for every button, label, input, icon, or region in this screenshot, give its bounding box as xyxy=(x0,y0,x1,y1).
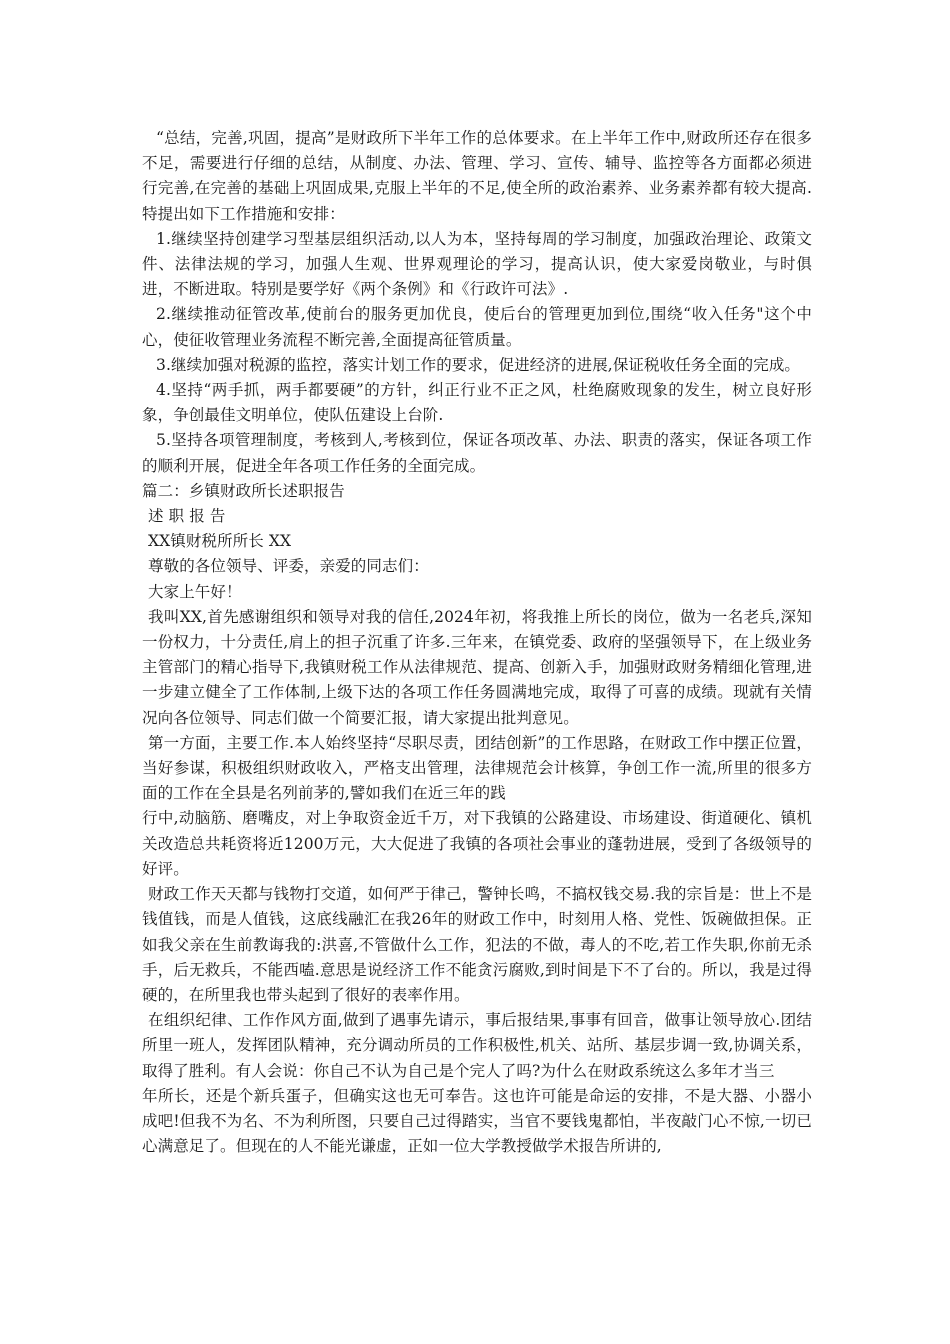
body-paragraph: “总结，完善,巩固，提高”是财政所下半年工作的总体要求。在上半年工作中,财政所还存在很多不足，需要进行仔细的总结，从制度、办法、管理、学习、宣传、辅导、监控等各方面都必须进行完善,在完善的基础上巩固成果,克服上半年的不足,使全所的政治素养、业务素养都有较大提高.特提出如下工作措施和安排： xyxy=(142,129,812,223)
body-paragraph: 第一方面，主要工作.本人始终坚持“尽职尽责，团结创新”的工作思路，在财政工作中摆正位置，当好参谋，积极组织财政收入，严格支出管理，法律规范会计核算，争创工作一流,所里的很多方面的工作在全县是名列前茅的,譬如我们在近三年的践 xyxy=(142,733,812,803)
body-paragraph: 5.坚持各项管理制度，考核到人,考核到位，保证各项改革、办法、职责的落实，保证各项工作的顺利开展，促进全年各项工作任务的全面完成。 xyxy=(142,431,812,475)
body-paragraph: 行中,动脑筋、磨嘴皮，对上争取资金近千万，对下我镇的公路建设、市场建设、街道硬化、镇机关改造总共耗资将近1200万元，大大促进了我镇的各项社会事业的蓬勃进展，受到了各级领导的好评。 xyxy=(142,809,812,878)
greeting: 大家上午好！ xyxy=(148,582,242,601)
body-paragraph: 3.继续加强对税源的监控，落实计划工作的要求，促进经济的进展,保证税收任务全面的完成。 xyxy=(156,355,801,374)
document-body xyxy=(142,126,812,1159)
body-paragraph: 1.继续坚持创建学习型基层组织活动,以人为本，坚持每周的学习制度，加强政治理论、政策文件、法律法规的学习，加强人生观、世界观理论的学习，提高认识，使大家爱岗敬业，与时俱进，不断进取。特别是要学好《两个条例》和《行政许可法》. xyxy=(142,229,812,299)
body-paragraph: 我叫XX,首先感谢组织和领导对我的信任,2024年初，将我推上所长的岗位，做为一名老兵,深知一份权力，十分责任,肩上的担子沉重了许多.三年来，在镇党委、政府的坚强领导下，在上级业务主管部门的精心指导下,我镇财税工作从法律规范、提高、创新入手，加强财政财务精细化管理,进一步建立健全了工作体制,上级下达的各项工作任务圆满地完成，取得了可喜的成绩。现就有关情况向各位领导、同志们做一个简要汇报，请大家提出批判意见。 xyxy=(142,607,812,727)
body-paragraph: 在组织纪律、工作作风方面,做到了遇事先请示，事后报结果,事事有回音，做事让领导放心.团结所里一班人，发挥团队精神，充分调动所员的工作积极性,机关、站所、基层步调一致,协调关系，取得了胜利。有人会说：你自己不认为自己是个完人了吗?为什么在财政系统这么多年才当三 xyxy=(142,1011,812,1080)
report-author: XX镇财税所所长 XX xyxy=(148,532,292,551)
body-paragraph: 财政工作天天都与钱物打交道，如何严于律己，警钟长鸣，不搞权钱交易.我的宗旨是：世上不是钱值钱，而是人值钱，这底线融汇在我26年的财政工作中，时刻用人格、党性、饭碗做担保。正如我父亲在生前教诲我的:洪喜,不管做什么工作，犯法的不做，毒人的不吃,若工作失职,你前无杀手，后无救兵，不能西嗑.意思是说经济工作不能贪污腐败,到时间是下不了台的。所以，我是过得硬的，在所里我也带头起到了很好的表率作用。 xyxy=(142,885,812,1004)
salutation: 尊敬的各位领导、评委，亲爱的同志们： xyxy=(148,557,429,576)
body-paragraph: 年所长，还是个新兵蛋子，但确实这也无可奉告。这也许可能是命运的安排，不是大器、小器小成吧!但我不为名、不为利所图，只要自己过得踏实，当官不要钱鬼都怕，半夜敲门心不惊,一切已心满意足了。但现在的人不能光谦虚，正如一位大学教授做学术报告所讲的, xyxy=(142,1086,812,1156)
body-paragraph: 4.坚持“两手抓，两手都要硬”的方针，纠正行业不正之风，杜绝腐败现象的发生，树立良好形象，争创最佳文明单位，使队伍建设上台阶. xyxy=(142,381,812,425)
body-paragraph: 2.继续推动征管改革,使前台的服务更加优良，使后台的管理更加到位,围绕“收入任务"这个中心，使征收管理业务流程不断完善,全面提高征管质量。 xyxy=(142,305,812,349)
section-heading: 篇二：乡镇财政所长述职报告 xyxy=(142,481,345,500)
report-title: 述 职 报 告 xyxy=(148,507,226,526)
